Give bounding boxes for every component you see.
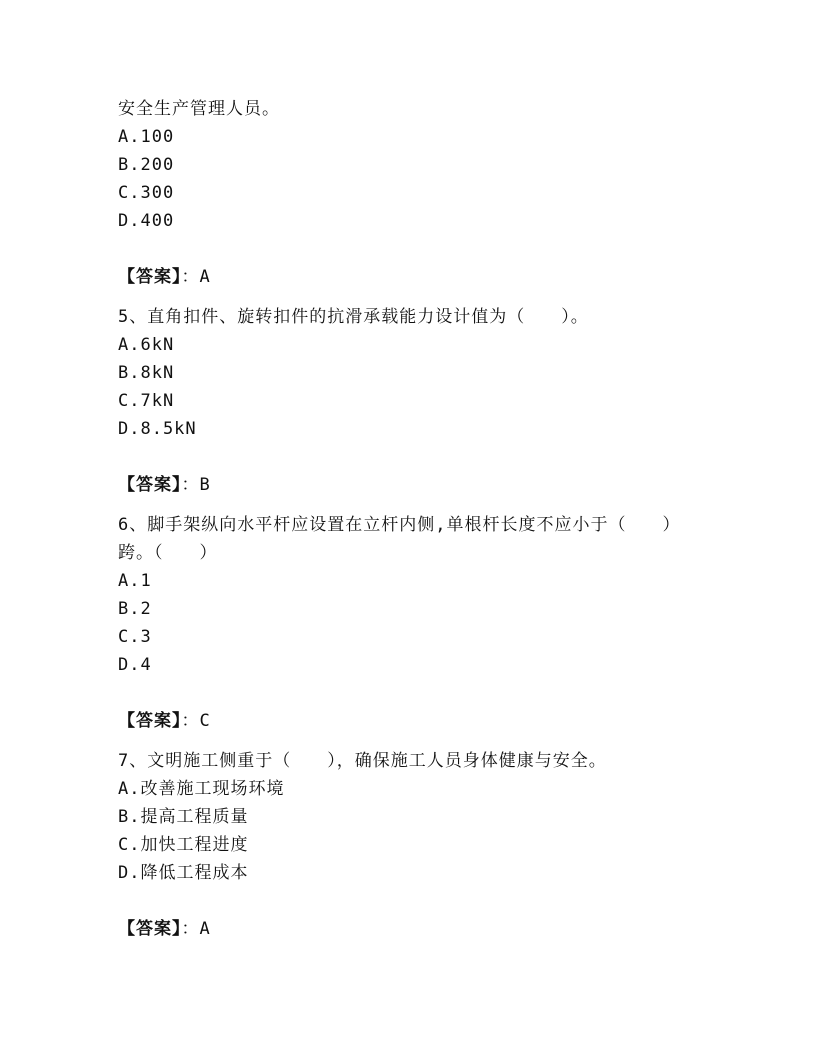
question-stem-line-2: 跨。（ ）	[118, 543, 218, 563]
answer-line	[118, 915, 698, 943]
option-d: D.降低工程成本	[118, 863, 249, 883]
option-a: A.6kN	[118, 335, 175, 355]
option-a: A.100	[118, 127, 175, 147]
answer-label: 【答案】	[118, 919, 182, 939]
question-stem: 安全生产管理人员。	[118, 99, 280, 119]
option-b: B.提高工程质量	[118, 807, 249, 827]
question-5-block	[118, 303, 698, 511]
option-d: D.8.5kN	[118, 419, 197, 439]
answer-line	[118, 471, 698, 499]
option-b: B.200	[118, 155, 175, 175]
question-4-block	[118, 95, 698, 303]
answer-label: 【答案】	[118, 711, 182, 731]
option-c: C.300	[118, 183, 175, 203]
option-d: D.4	[118, 655, 152, 675]
question-stem-line-1: 6、脚手架纵向水平杆应设置在立杆内侧,单根杆长度不应小于（ ）	[118, 515, 681, 535]
answer-line	[118, 263, 698, 291]
question-6-block	[118, 511, 698, 747]
question-7-block	[118, 747, 698, 943]
option-c: C.3	[118, 627, 152, 647]
answer-label: 【答案】	[118, 475, 182, 495]
option-a: A.改善施工现场环境	[118, 779, 285, 799]
answer-separator: ：	[181, 711, 200, 731]
answer-value: C	[199, 711, 211, 731]
document-page	[118, 95, 698, 943]
answer-value: A	[199, 919, 211, 939]
answer-label: 【答案】	[118, 267, 182, 287]
answer-separator: ：	[181, 267, 200, 287]
answer-line	[118, 707, 698, 735]
option-b: B.8kN	[118, 363, 175, 383]
answer-separator: ：	[181, 919, 200, 939]
answer-value: A	[199, 267, 211, 287]
answer-separator: ：	[181, 475, 200, 495]
answer-value: B	[199, 475, 211, 495]
question-stem: 5、直角扣件、旋转扣件的抗滑承载能力设计值为（ ）。	[118, 307, 589, 327]
question-stem: 7、文明施工侧重于（ ），确保施工人员身体健康与安全。	[118, 751, 607, 771]
option-a: A.1	[118, 571, 152, 591]
option-d: D.400	[118, 211, 175, 231]
option-b: B.2	[118, 599, 152, 619]
option-c: C.加快工程进度	[118, 835, 249, 855]
option-c: C.7kN	[118, 391, 175, 411]
